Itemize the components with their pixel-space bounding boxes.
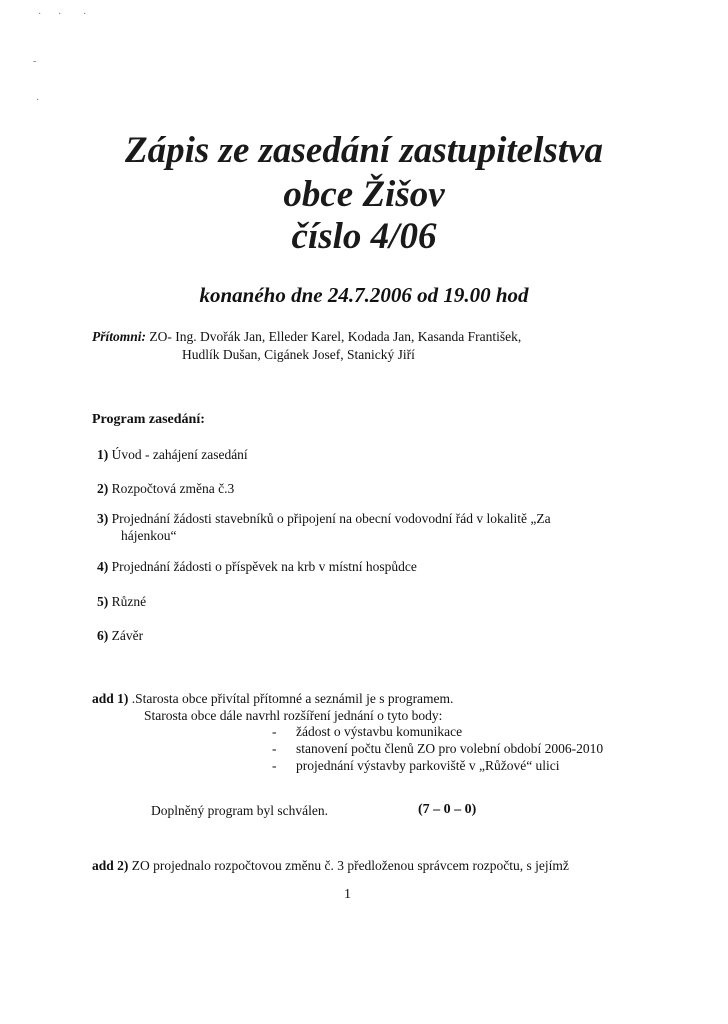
- add2-text: ZO projednalo rozpočtovou změnu č. 3 předloženou správcem rozpočtu, s jejímž: [131, 858, 569, 873]
- add2-section: [92, 858, 569, 874]
- program-item-number: 5): [97, 594, 109, 609]
- list-item-text: stanovení počtu členů ZO pro volební období 2006-2010: [296, 741, 604, 756]
- program-item-number: 3): [97, 511, 109, 526]
- list-item: - stanovení počtu členů ZO pro volební období 2006-2010: [272, 741, 604, 756]
- attendees-label: Přítomni:: [92, 329, 147, 344]
- add1-sublist: [272, 723, 603, 774]
- scan-speck: ·: [36, 95, 40, 106]
- program-item-continuation: hájenkou“: [121, 528, 177, 543]
- list-item: - projednání výstavby parkoviště v „Růžové“ ulici: [272, 758, 560, 773]
- program-item: [97, 480, 617, 497]
- document-title-line2: obce Žišov: [283, 174, 445, 215]
- add2-label: add 2): [92, 858, 129, 873]
- program-item-text: Projednání žádosti o příspěvek na krb v místní hospůdce: [111, 559, 417, 574]
- page-number: 1: [344, 887, 351, 902]
- program-item-number: 6): [97, 628, 109, 643]
- attendees-line1: ZO- Ing. Dvořák Jan, Elleder Karel, Kodada Jan, Kasanda František,: [149, 329, 522, 344]
- program-item-number: 4): [97, 559, 109, 574]
- list-item-text: žádost o výstavbu komunikace: [296, 724, 463, 739]
- meeting-date: konaného dne 24.7.2006 od 19.00 hod: [199, 283, 529, 307]
- document-title-line3: číslo 4/06: [291, 216, 437, 257]
- program-item-text: Závěr: [111, 628, 144, 643]
- program-item: [97, 627, 617, 644]
- add1-section: [92, 690, 453, 724]
- attendees: [92, 328, 521, 364]
- vote-result: (7 – 0 – 0): [418, 802, 477, 817]
- attendees-line2: Hudlík Dušan, Cigánek Josef, Stanický Jiří: [182, 347, 415, 362]
- program-item: [97, 593, 617, 610]
- add1-label: add 1): [92, 691, 129, 706]
- add1-line2: Starosta obce dále navrhl rozšíření jednání o tyto body:: [144, 708, 443, 723]
- program-item-text: Rozpočtová změna č.3: [111, 481, 235, 496]
- program-item: [97, 558, 617, 575]
- scan-speck: ·: [38, 9, 42, 20]
- program-heading: Program zasedání:: [92, 412, 205, 427]
- list-item: - žádost o výstavbu komunikace: [272, 724, 463, 739]
- program-item: [97, 510, 657, 544]
- add1-line1: .Starosta obce přivítal přítomné a seznámil je s programem.: [131, 691, 454, 706]
- program-item-number: 2): [97, 481, 109, 496]
- scan-speck: ·: [83, 9, 87, 20]
- approval-statement: Doplněný program byl schválen.: [151, 803, 328, 818]
- program-item-text: Projednání žádosti stavebníků o připojení na obecní vodovodní řád v lokalitě „Za: [111, 511, 551, 526]
- scan-speck: ·: [58, 9, 62, 20]
- program-item-text: Různé: [111, 594, 147, 609]
- scan-speck: -: [33, 56, 37, 67]
- program-item-number: 1): [97, 447, 109, 462]
- document-title-line1: Zápis ze zasedání zastupitelstva: [125, 130, 603, 171]
- list-item-text: projednání výstavby parkoviště v „Růžové“ ulici: [296, 758, 560, 773]
- program-item-text: Úvod - zahájení zasedání: [111, 447, 248, 462]
- program-item: [97, 446, 617, 463]
